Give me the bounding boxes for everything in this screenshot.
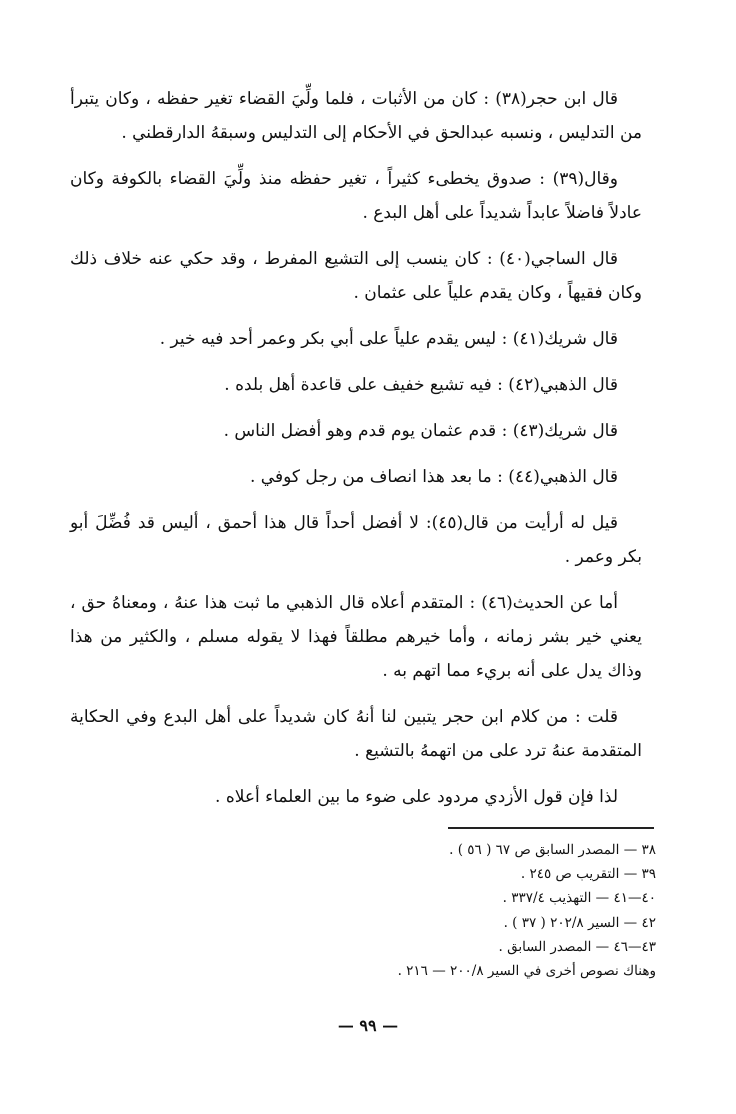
footnote-item: ٣٨ — المصدر السابق ص ٦٧ ( ٥٦ ) .	[449, 842, 656, 858]
paragraph-ibn-hajar: قال ابن حجر(٣٨) : كان من الأثبات ، فلما ولِّيَ القضاء تغير حفظه ، وكان يتبرأ من التدليس ، ونسبه عبدالحق في الأحكام إلى التدليس وسبقهُ الدارقطني .	[70, 89, 642, 143]
paragraph-conclusion: لذا فإن قول الأزدي مردود على ضوء ما بين العلماء أعلاه .	[215, 787, 618, 807]
footnotes-list	[236, 838, 656, 983]
footnote-item: ٤٢ — السير ٢٠٢/٨ ( ٣٧ ) .	[503, 914, 656, 931]
paragraph-dhahabi-2: قال الذهبي(٤٤) : ما بعد هذا انصاف من رجل كوفي .	[249, 467, 618, 487]
paragraph-dhahabi-1: قال الذهبي(٤٢) : فيه تشيع خفيف على قاعدة أهل بلده .	[224, 375, 618, 395]
paragraph-al-saji: قال الساجي(٤٠) : كان ينسب إلى التشيع المفرط ، وقد حكي عنه خلاف ذلك وكان فقيهاً ، وكان يقدم علياً على عثمان .	[70, 249, 642, 303]
paragraph-saduq: وقال(٣٩) : صدوق يخطىء كثيراً ، تغير حفظه منذ ولِّيَ القضاء بالكوفة وكان عادلاً فاضلاً عابداً شديداً على أهل البدع .	[70, 169, 642, 223]
paragraph-qultu: قلت : من كلام ابن حجر يتبين لنا أنهُ كان شديداً على أهل البدع وفي الحكاية المتقدمة عنهُ ترد على من اتهمهُ بالتشيع .	[70, 707, 642, 761]
paragraph-qila-lahu: قيل له أرأيت من قال(٤٥): لا أفضل أحداً قال هذا أحمق ، أليس قد فُضِّلَ أبو بكر وعمر .	[70, 513, 642, 567]
paragraph-sharik-1: قال شريك(٤١) : ليس يقدم علياً على أبي بكر وعمر أحد فيه خير .	[159, 329, 618, 349]
main-text	[70, 82, 642, 826]
paragraph-sharik-2: قال شريك(٤٣) : قدم عثمان يوم قدم وهو أفضل الناس .	[223, 421, 618, 441]
page-number: — ٩٩ —	[337, 1016, 399, 1035]
footnote-item: ٤٣—٤٦ — المصدر السابق .	[498, 938, 656, 955]
footnote-divider	[448, 827, 654, 829]
footnote-item: ٤٠—٤١ — التهذيب ٣٣٧/٤ .	[502, 890, 656, 907]
paragraph-hadith: أما عن الحديث(٤٦) : المتقدم أعلاه قال الذهبي ما ثبت هذا عنهُ ، ومعناهُ حق ، يعني خير بشر زمانه ، وأما خيرهم مطلقاً فهذا لا يقوله مسلم ، والكثير من هذا وذاك يدل على أنه بريء مما اتهم به .	[70, 593, 642, 681]
footnote-item: ٣٩ — التقريب ص ٢٤٥ .	[520, 866, 656, 883]
footnote-item: وهناك نصوص أخرى في السير ٢٠٠/٨ — ٢١٦ .	[397, 963, 656, 980]
